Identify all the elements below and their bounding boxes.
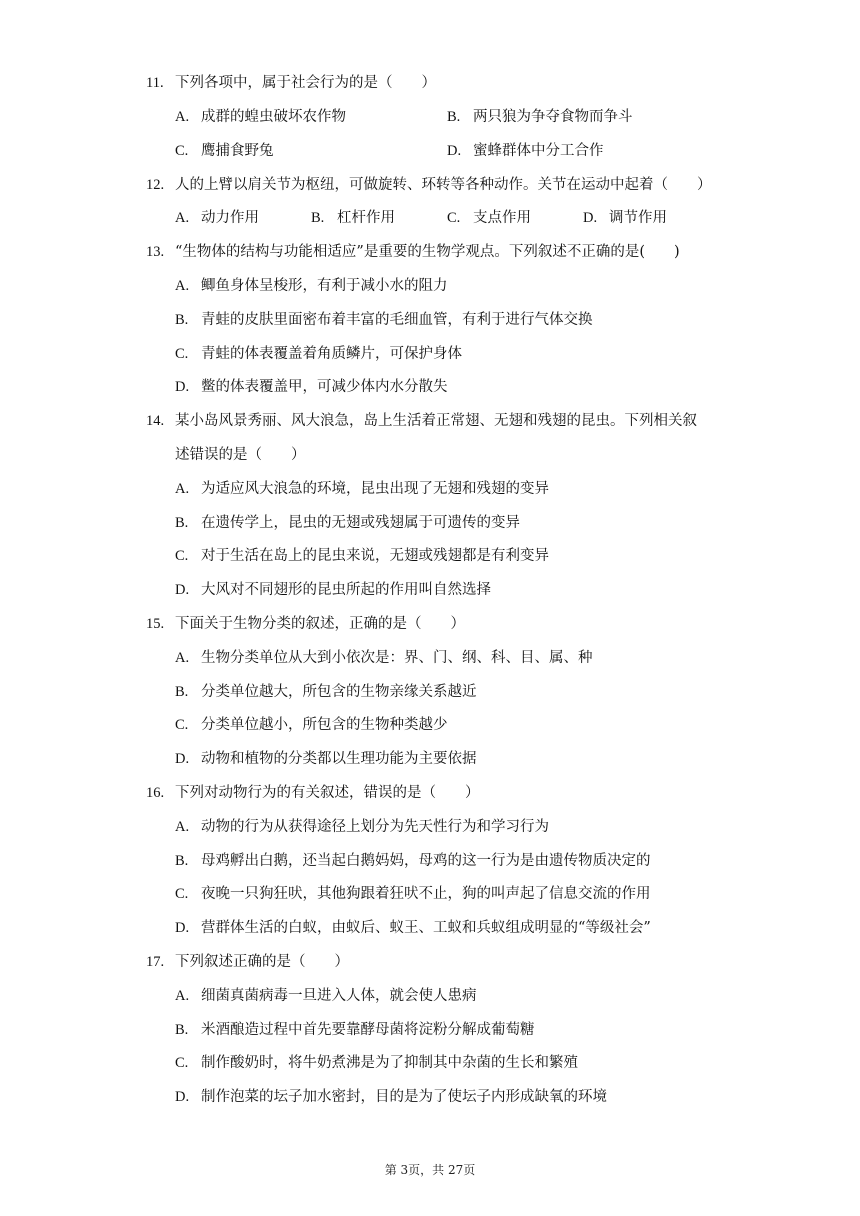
option-d: D. 制作泡菜的坛子加水密封，目的是为了使坛子内形成缺氧的环境: [175, 1089, 607, 1105]
option-text: 鹰捕食野兔: [201, 143, 274, 159]
option-text: 夜晚一只狗狂吠，其他狗跟着狂吠不止，狗的叫声起了信息交流的作用: [201, 886, 651, 902]
option-text: 为适应风大浪急的环境，昆虫出现了无翅和残翅的变异: [201, 481, 549, 497]
option-text: 制作酸奶时，将牛奶煮沸是为了抑制其中杂菌的生长和繁殖: [201, 1055, 578, 1071]
question-stem: “生物体的结构与功能相适应”是重要的生物学观点。下列叙述不正确的是( ): [175, 244, 680, 260]
page-footer: 第 3页，共 27页: [384, 1163, 476, 1177]
question-number: 16.: [146, 785, 165, 801]
question-number: 11.: [146, 75, 164, 91]
option-text: 细菌真菌病毒一旦进入人体，就会使人患病: [201, 988, 477, 1004]
option-d: D. 蜜蜂群体中分工合作: [447, 143, 604, 159]
option-text: 鲫鱼身体呈梭形，有利于减小水的阻力: [201, 278, 448, 294]
option-text: 青蛙的皮肤里面密布着丰富的毛细血管，有利于进行气体交换: [201, 312, 593, 328]
option-a: A. 为适应风大浪急的环境，昆虫出现了无翅和残翅的变异: [175, 481, 549, 497]
option-text: 成群的蝗虫破坏农作物: [201, 109, 346, 125]
option-d: D. 大风对不同翅形的昆虫所起的作用叫自然选择: [175, 582, 491, 598]
option-c: C. 青蛙的体表覆盖着角质鳞片，可保护身体: [175, 346, 462, 362]
option-c: C. 对于生活在岛上的昆虫来说，无翅或残翅都是有利变异: [175, 548, 549, 564]
option-text: 支点作用: [473, 210, 531, 226]
option-b: B. 分类单位越大，所包含的生物亲缘关系越近: [175, 684, 477, 700]
question-15: [146, 614, 465, 634]
question-number: 17.: [146, 954, 165, 970]
question-stem: 下面关于生物分类的叙述，正确的是（ ）: [175, 616, 465, 632]
option-a: A. 细菌真菌病毒一旦进入人体，就会使人患病: [175, 988, 477, 1004]
option-b: B. 杠杆作用: [311, 210, 395, 226]
option-text: 生物分类单位从大到小依次是：界、门、纲、科、目、属、种: [201, 650, 593, 666]
option-text: 大风对不同翅形的昆虫所起的作用叫自然选择: [201, 582, 491, 598]
option-text: 鳖的体表覆盖甲，可减少体内水分散失: [201, 379, 448, 395]
option-text: 对于生活在岛上的昆虫来说，无翅或残翅都是有利变异: [201, 548, 549, 564]
option-text: 蜜蜂群体中分工合作: [473, 143, 604, 159]
option-text: 母鸡孵出白鹅，还当起白鹅妈妈，母鸡的这一行为是由遗传物质决定的: [201, 853, 651, 869]
option-b: B. 米酒酿造过程中首先要靠酵母菌将淀粉分解成葡萄糖: [175, 1022, 535, 1038]
option-c: C. 鹰捕食野兔: [175, 143, 274, 159]
question-stem: 下列叙述正确的是（ ）: [175, 954, 349, 970]
question-11: [146, 73, 436, 93]
option-text: 分类单位越大，所包含的生物亲缘关系越近: [201, 684, 477, 700]
option-text: 青蛙的体表覆盖着角质鳞片，可保护身体: [201, 346, 462, 362]
option-a: A. 成群的蝗虫破坏农作物: [175, 109, 346, 125]
option-b: B. 在遗传学上，昆虫的无翅或残翅属于可遗传的变异: [175, 515, 520, 531]
option-d: D. 营群体生活的白蚁，由蚁后、蚁王、工蚁和兵蚁组成明显的“等级社会”: [175, 920, 651, 936]
option-text: 在遗传学上，昆虫的无翅或残翅属于可遗传的变异: [201, 515, 520, 531]
question-number: 12.: [146, 177, 165, 193]
question-stem: 某小岛风景秀丽、风大浪急，岛上生活着正常翅、无翅和残翅的昆虫。下列相关叙: [175, 413, 697, 429]
option-text: 营群体生活的白蚁，由蚁后、蚁王、工蚁和兵蚁组成明显的“等级社会”: [201, 920, 651, 936]
option-c: C. 夜晚一只狗狂吠，其他狗跟着狂吠不止，狗的叫声起了信息交流的作用: [175, 886, 651, 902]
question-number: 14.: [146, 413, 165, 429]
question-14: [146, 411, 697, 431]
option-d: D. 调节作用: [583, 210, 667, 226]
option-c: C. 分类单位越小，所包含的生物种类越少: [175, 717, 448, 733]
option-d: D. 动物和植物的分类都以生理功能为主要依据: [175, 751, 477, 767]
option-text: 分类单位越小，所包含的生物种类越少: [201, 717, 448, 733]
question-stem: 下列各项中，属于社会行为的是（ ）: [175, 75, 436, 91]
option-b: B. 母鸡孵出白鹅，还当起白鹅妈妈，母鸡的这一行为是由遗传物质决定的: [175, 853, 651, 869]
question-number: 13.: [146, 244, 165, 260]
option-text: 制作泡菜的坛子加水密封，目的是为了使坛子内形成缺氧的环境: [201, 1089, 607, 1105]
option-a: A. 生物分类单位从大到小依次是：界、门、纲、科、目、属、种: [175, 650, 593, 666]
option-b: B. 青蛙的皮肤里面密布着丰富的毛细血管，有利于进行气体交换: [175, 312, 593, 328]
option-text: 杠杆作用: [337, 210, 395, 226]
option-text: 动力作用: [201, 210, 259, 226]
option-text: 米酒酿造过程中首先要靠酵母菌将淀粉分解成葡萄糖: [201, 1022, 535, 1038]
question-stem-continued: 述错误的是（ ）: [175, 447, 306, 463]
option-b: B. 两只狼为争夺食物而争斗: [447, 109, 633, 125]
option-c: C. 制作酸奶时，将牛奶煮沸是为了抑制其中杂菌的生长和繁殖: [175, 1055, 578, 1071]
option-a: A. 鲫鱼身体呈梭形，有利于减小水的阻力: [175, 278, 448, 294]
option-a: A. 动力作用: [175, 210, 259, 226]
option-text: 调节作用: [609, 210, 667, 226]
question-stem: 下列对动物行为的有关叙述，错误的是（ ）: [175, 785, 480, 801]
option-c: C. 支点作用: [447, 210, 531, 226]
option-text: 两只狼为争夺食物而争斗: [473, 109, 633, 125]
question-stem: 人的上臂以肩关节为枢纽，可做旋转、环转等各种动作。关节在运动中起着（ ）: [175, 177, 712, 193]
option-d: D. 鳖的体表覆盖甲，可减少体内水分散失: [175, 379, 448, 395]
question-12: [146, 175, 712, 195]
question-16: [146, 783, 480, 803]
question-17: [146, 952, 349, 972]
option-a: A. 动物的行为从获得途径上划分为先天性行为和学习行为: [175, 819, 549, 835]
option-text: 动物和植物的分类都以生理功能为主要依据: [201, 751, 477, 767]
option-text: 动物的行为从获得途径上划分为先天性行为和学习行为: [201, 819, 549, 835]
question-13: [146, 242, 680, 262]
question-number: 15.: [146, 616, 165, 632]
